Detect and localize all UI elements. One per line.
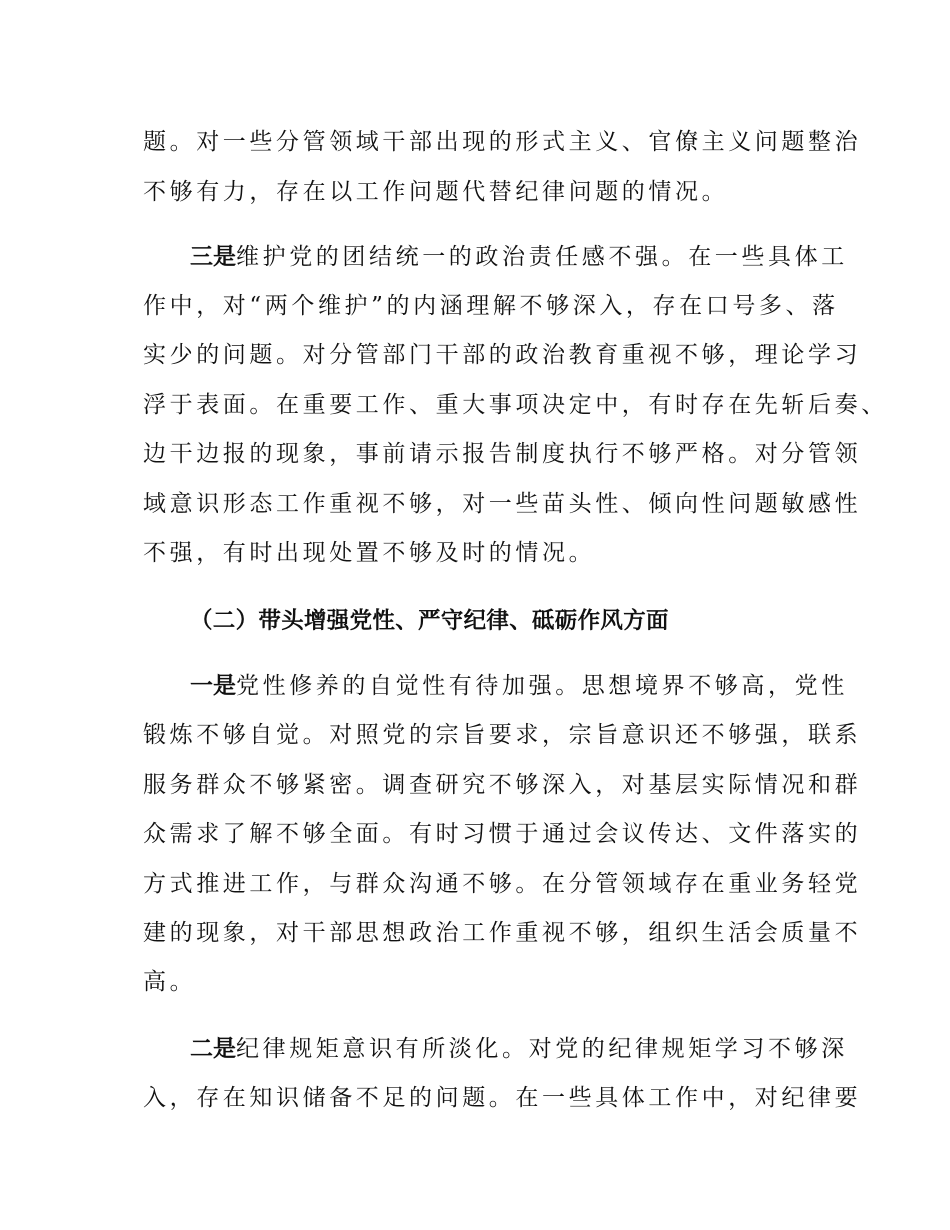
paragraph-1-line-1: 题。对一些分管领域干部出现的形式主义、官僚主义问题整治 (143, 129, 862, 155)
paragraph-3-line-4: 众需求了解不够全面。有时习惯于通过会议传达、文件落实的 (143, 821, 862, 847)
paragraph-2-line-4: 浮于表面。在重要工作、重大事项决定中，有时存在先斩后奏、 (143, 392, 888, 418)
paragraph-2-lead: 三是 (190, 244, 236, 270)
paragraph-3-first-line-text: 党性修养的自觉性有待加强。思想境界不够高，党性 (236, 673, 848, 699)
section-heading: （二）带头增强党性、严守纪律、砥砺作风方面 (190, 608, 669, 634)
paragraph-3-line-3: 服务群众不够紧密。调查研究不够深入，对基层实际情况和群 (143, 772, 862, 798)
paragraph-2-line-1 (190, 242, 870, 272)
paragraph-4-line-2: 入，存在知识储备不足的问题。在一些具体工作中，对纪律要 (143, 1085, 862, 1111)
paragraph-2-line-3: 实少的问题。对分管部门干部的政治教育重视不够，理论学习 (143, 342, 862, 368)
paragraph-4-line-1 (190, 1034, 870, 1064)
paragraph-2-first-line-text: 维护党的团结统一的政治责任感不强。在一些具体工 (236, 244, 848, 270)
paragraph-2-line-2: 作中，对“两个维护”的内涵理解不够深入，存在口号多、落 (143, 293, 839, 319)
paragraph-3-line-2: 锻炼不够自觉。对照党的宗旨要求，宗旨意识还不够强，联系 (143, 722, 862, 748)
paragraph-3-line-6: 建的现象，对干部思想政治工作重视不够，组织生活会质量不 (143, 920, 862, 946)
paragraph-2-line-7: 不强，有时出现处置不够及时的情况。 (143, 540, 596, 566)
paragraph-4-first-line-text: 纪律规矩意识有所淡化。对党的纪律规矩学习不够深 (236, 1036, 848, 1062)
paragraph-2-line-5: 边干边报的现象，事前请示报告制度执行不够严格。对分管领 (143, 441, 862, 467)
paragraph-3-lead: 一是 (190, 673, 236, 699)
paragraph-3-line-5: 方式推进工作，与群众沟通不够。在分管领域存在重业务轻党 (143, 871, 862, 897)
paragraph-3-line-1 (190, 671, 870, 701)
paragraph-3-line-7: 高。 (143, 969, 197, 995)
paragraph-4-lead: 二是 (190, 1036, 236, 1062)
paragraph-1-line-2: 不够有力，存在以工作问题代替纪律问题的情况。 (143, 179, 729, 205)
paragraph-2-line-6: 域意识形态工作重视不够，对一些苗头性、倾向性问题敏感性 (143, 491, 862, 517)
